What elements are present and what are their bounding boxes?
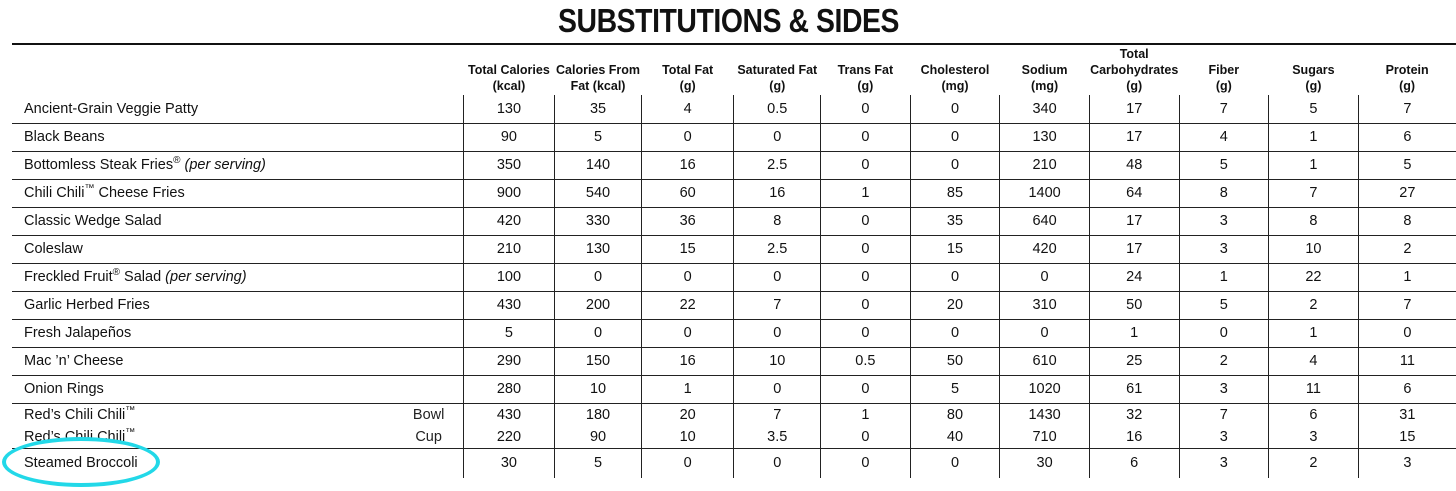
nutrient-value: 0 — [821, 95, 911, 123]
nutrient-value: 2 — [1179, 347, 1269, 375]
nutrient-value: 0 — [641, 448, 734, 478]
item-name-cell — [12, 263, 395, 291]
item-name: Classic Wedge Salad — [24, 213, 162, 229]
nutrient-value: 0.5 — [734, 95, 821, 123]
nutrient-value: 0 — [1000, 263, 1090, 291]
nutrient-value: 1020 — [1000, 375, 1090, 403]
nutrient-value: 290 — [463, 347, 555, 375]
portion-size — [395, 207, 463, 235]
nutrient-value: 130 — [463, 95, 555, 123]
item-name-cell — [12, 151, 395, 179]
item-name-cell — [12, 319, 395, 347]
nutrient-value: 2 — [1403, 241, 1412, 257]
nutrient-value: 0 — [734, 263, 821, 291]
nutrient-value: 15 — [910, 235, 1000, 263]
column-header — [821, 46, 911, 95]
nutrient-value: 15 — [1399, 429, 1416, 446]
nutrient-value: 420 — [463, 207, 555, 235]
item-name-cell — [12, 123, 395, 151]
nutrient-value: 0 — [821, 123, 911, 151]
table-row — [12, 347, 1456, 375]
column-header — [734, 46, 821, 95]
nutrient-value: 5 — [910, 375, 1000, 403]
nutrient-value: 1 — [641, 375, 734, 403]
item-name: Mac ’n’ Cheese — [24, 353, 124, 369]
nutrient-value: 0 — [555, 263, 642, 291]
trademark-mark: ™ — [125, 405, 136, 417]
nutrient-value: 22 — [641, 291, 734, 319]
column-header-unit: (g) — [1215, 79, 1232, 93]
nutrient-value: 7 — [734, 403, 821, 427]
nutrient-value: 0 — [821, 427, 911, 448]
column-header-label: Sugars — [1292, 63, 1335, 77]
trademark-mark: ® — [173, 155, 181, 167]
nutrient-value: 16 — [641, 347, 734, 375]
nutrient-value: 16 — [641, 151, 734, 179]
nutrient-value: 8 — [1179, 179, 1269, 207]
nutrient-value: 1400 — [1000, 179, 1090, 207]
column-header — [1179, 46, 1269, 95]
nutrient-value: 180 — [555, 403, 642, 427]
nutrient-value: 16 — [1089, 427, 1179, 448]
nutrient-value: 900 — [463, 179, 555, 207]
nutrient-value: 5 — [1269, 95, 1359, 123]
column-header — [463, 46, 555, 95]
nutrient-value: 1 — [1269, 151, 1359, 179]
nutrient-value: 0 — [910, 151, 1000, 179]
nutrient-value: 3 — [1179, 375, 1269, 403]
column-header — [1089, 46, 1179, 95]
nutrient-value: 90 — [555, 427, 642, 448]
nutrient-value: 85 — [910, 179, 1000, 207]
portion-size — [395, 179, 463, 207]
item-name: Ancient-Grain Veggie Patty — [24, 100, 199, 117]
nutrient-value: 210 — [463, 235, 555, 263]
nutrient-value: 0 — [910, 319, 1000, 347]
nutrient-value: 0 — [555, 319, 642, 347]
portion-size — [395, 151, 463, 179]
nutrient-value: 2.5 — [734, 151, 821, 179]
nutrient-value: 0 — [910, 448, 1000, 478]
column-header-label: Sodium — [1021, 63, 1068, 77]
nutrient-value: 35 — [910, 207, 1000, 235]
nutrient-value: 0 — [821, 151, 911, 179]
nutrient-value: 0 — [910, 95, 1000, 123]
column-header-label: Cholesterol — [920, 63, 990, 77]
nutrient-value: 420 — [1000, 235, 1090, 263]
nutrient-value: 1 — [821, 403, 911, 427]
nutrient-value: 1 — [1179, 263, 1269, 291]
nutrient-value: 150 — [555, 347, 642, 375]
nutrient-value: 6 — [1269, 403, 1359, 427]
nutrient-value: 0 — [821, 263, 911, 291]
nutrient-value: 27 — [1399, 185, 1416, 201]
column-header-unit: Fat (kcal) — [570, 79, 626, 93]
nutrient-value: 17 — [1089, 207, 1179, 235]
column-header-unit: (g) — [857, 79, 874, 93]
nutrient-value: 60 — [641, 179, 734, 207]
portion-size — [395, 319, 463, 347]
item-name-cell — [12, 291, 395, 319]
nutrient-value: 20 — [641, 403, 734, 427]
nutrient-value: 7 — [1403, 100, 1412, 117]
nutrient-value: 8 — [1269, 207, 1359, 235]
column-header-label: Total Carbohydrates — [1090, 47, 1179, 77]
nutrient-value: 100 — [463, 263, 555, 291]
item-name-cell — [12, 403, 395, 427]
nutrient-value: 2.5 — [734, 235, 821, 263]
nutrient-value: 10 — [555, 375, 642, 403]
item-name-cell — [12, 179, 395, 207]
nutrient-value: 1430 — [1000, 403, 1090, 427]
nutrient-value: 0 — [821, 319, 911, 347]
nutrient-value: 32 — [1089, 403, 1179, 427]
portion-size — [395, 235, 463, 263]
nutrient-value: 8 — [1403, 213, 1412, 229]
nutrient-value: 25 — [1089, 347, 1179, 375]
column-header-unit: (g) — [769, 79, 786, 93]
highlight-circle — [2, 437, 160, 487]
nutrient-value: 50 — [910, 347, 1000, 375]
table-row — [12, 375, 1456, 403]
nutrient-value: 1 — [1269, 123, 1359, 151]
nutrient-value: 0 — [821, 291, 911, 319]
column-header — [910, 46, 1000, 95]
item-name: Black Beans — [24, 129, 105, 145]
item-name: Bottomless Steak Fries — [24, 157, 174, 173]
nutrient-value: 24 — [1089, 263, 1179, 291]
table-row — [12, 427, 1456, 448]
portion-size — [395, 123, 463, 151]
nutrient-value: 1 — [821, 179, 911, 207]
nutrient-value: 10 — [641, 427, 734, 448]
portion-size — [395, 375, 463, 403]
nutrient-value: 1 — [1089, 319, 1179, 347]
nutrient-value: 4 — [1179, 123, 1269, 151]
nutrient-value: 50 — [1089, 291, 1179, 319]
header-size — [395, 46, 463, 95]
nutrient-value: 130 — [555, 235, 642, 263]
item-name: Red’s Chili Chili — [24, 429, 126, 446]
nutrient-value: 0 — [1403, 325, 1412, 341]
nutrient-value: 3 — [1179, 448, 1269, 478]
item-name-suffix: Salad — [120, 269, 162, 285]
portion-size — [395, 95, 463, 123]
table-row — [12, 263, 1456, 291]
column-header-unit: (mg) — [1031, 79, 1059, 93]
nutrient-value: 10 — [734, 347, 821, 375]
column-header-label: Fiber — [1208, 63, 1240, 77]
title-rule — [12, 43, 1456, 45]
nutrient-value: 2 — [1269, 448, 1359, 478]
nutrient-value: 5 — [1179, 151, 1269, 179]
nutrient-value: 7 — [1403, 297, 1412, 313]
nutrient-value: 540 — [555, 179, 642, 207]
column-header-unit: (kcal) — [492, 79, 526, 93]
portion-size — [395, 347, 463, 375]
item-name: Steamed Broccoli — [24, 455, 138, 472]
table-row — [12, 151, 1456, 179]
nutrient-value: 0 — [821, 207, 911, 235]
nutrient-value: 6 — [1089, 448, 1179, 478]
nutrient-value: 35 — [555, 95, 642, 123]
nutrient-value: 48 — [1089, 151, 1179, 179]
item-name: Red’s Chili Chili — [24, 407, 126, 424]
nutrient-value: 430 — [463, 403, 555, 427]
nutrient-value: 5 — [1403, 157, 1412, 173]
nutrient-value: 4 — [641, 95, 734, 123]
portion-size — [395, 291, 463, 319]
column-header-label: Trans Fat — [837, 63, 894, 77]
header-item — [12, 46, 395, 95]
nutrient-value: 80 — [910, 403, 1000, 427]
table-row — [12, 207, 1456, 235]
column-header — [1000, 46, 1090, 95]
nutrient-value: 1 — [1403, 269, 1412, 285]
nutrient-value: 90 — [463, 123, 555, 151]
portion-size: Bowl — [412, 407, 445, 424]
nutrient-value: 40 — [910, 427, 1000, 448]
item-name-suffix: Cheese Fries — [94, 185, 185, 201]
nutrient-value: 2 — [1269, 291, 1359, 319]
item-name: Garlic Herbed Fries — [24, 297, 150, 313]
nutrient-value: 3 — [1179, 427, 1269, 448]
nutrient-value: 350 — [463, 151, 555, 179]
column-header — [1269, 46, 1359, 95]
nutrient-value: 30 — [1000, 448, 1090, 478]
nutrient-value: 210 — [1000, 151, 1090, 179]
column-header-label: Saturated Fat — [737, 63, 818, 77]
nutrient-value: 640 — [1000, 207, 1090, 235]
table-row — [12, 235, 1456, 263]
nutrient-value: 0 — [910, 263, 1000, 291]
nutrient-value: 30 — [463, 448, 555, 478]
nutrient-value: 8 — [734, 207, 821, 235]
column-header — [555, 46, 642, 95]
serving-note: (per serving) — [165, 269, 247, 285]
page-title: SUBSTITUTIONS & SIDES — [558, 2, 900, 39]
nutrient-value: 310 — [1000, 291, 1090, 319]
serving-note: (per serving) — [184, 157, 266, 173]
nutrient-value: 0 — [821, 448, 911, 478]
nutrient-value: 710 — [1000, 427, 1090, 448]
column-header-unit: (g) — [1305, 79, 1322, 93]
nutrient-value: 0 — [1000, 319, 1090, 347]
column-header — [1358, 46, 1456, 95]
trademark-mark: ® — [112, 267, 121, 279]
nutrient-value: 140 — [555, 151, 642, 179]
nutrient-value: 11 — [1269, 375, 1359, 403]
nutrient-value: 340 — [1000, 95, 1090, 123]
nutrient-value: 17 — [1089, 123, 1179, 151]
nutrient-value: 3.5 — [734, 427, 821, 448]
table-row — [12, 448, 1456, 478]
item-name: Coleslaw — [24, 241, 83, 257]
nutrient-value: 0 — [821, 375, 911, 403]
table-row — [12, 179, 1456, 207]
nutrient-value: 22 — [1269, 263, 1359, 291]
nutrient-value: 20 — [910, 291, 1000, 319]
trademark-mark: ™ — [125, 427, 136, 439]
nutrient-value: 7 — [1179, 95, 1269, 123]
nutrient-value: 31 — [1399, 407, 1416, 424]
table-row — [12, 123, 1456, 151]
nutrient-value: 15 — [641, 235, 734, 263]
nutrient-value: 0 — [641, 319, 734, 347]
nutrient-value: 11 — [1399, 353, 1415, 369]
nutrient-value: 7 — [734, 291, 821, 319]
column-header-label: Total Fat — [662, 63, 714, 77]
item-name: Fresh Jalapeños — [24, 325, 132, 341]
column-header — [641, 46, 734, 95]
nutrient-value: 17 — [1089, 95, 1179, 123]
nutrient-value: 0 — [734, 375, 821, 403]
nutrient-value: 3 — [1269, 427, 1359, 448]
nutrient-value: 6 — [1403, 381, 1412, 397]
nutrient-value: 0 — [641, 123, 734, 151]
column-header-unit: (mg) — [941, 79, 969, 93]
table-row — [12, 95, 1456, 123]
item-name: Freckled Fruit — [24, 269, 113, 285]
column-header-label: Calories From — [556, 63, 641, 77]
item-name: Chili Chili — [24, 185, 85, 201]
nutrient-value: 3 — [1403, 455, 1412, 472]
nutrient-value: 200 — [555, 291, 642, 319]
nutrient-value: 1 — [1269, 319, 1359, 347]
nutrient-value: 36 — [641, 207, 734, 235]
portion-size — [395, 263, 463, 291]
nutrition-table — [12, 46, 1456, 478]
nutrient-value: 64 — [1089, 179, 1179, 207]
column-header-label: Total Calories — [468, 63, 550, 77]
nutrient-value: 7 — [1269, 179, 1359, 207]
nutrient-value: 61 — [1089, 375, 1179, 403]
nutrient-value: 5 — [1179, 291, 1269, 319]
nutrient-value: 0 — [734, 448, 821, 478]
item-name-cell — [12, 235, 395, 263]
nutrient-value: 10 — [1269, 235, 1359, 263]
nutrient-value: 0 — [734, 319, 821, 347]
nutrient-value: 0 — [734, 123, 821, 151]
nutrient-value: 220 — [463, 427, 555, 448]
table-row — [12, 291, 1456, 319]
nutrient-value: 6 — [1403, 129, 1412, 145]
portion-size: Cup — [415, 429, 442, 446]
nutrient-value: 130 — [1000, 123, 1090, 151]
portion-size — [395, 448, 463, 478]
item-name-cell — [12, 95, 395, 123]
nutrient-value: 7 — [1179, 403, 1269, 427]
nutrient-value: 16 — [734, 179, 821, 207]
table-row — [12, 403, 1456, 427]
nutrient-value: 0 — [910, 123, 1000, 151]
table-row — [12, 319, 1456, 347]
nutrient-value: 3 — [1179, 207, 1269, 235]
nutrient-value: 3 — [1179, 235, 1269, 263]
trademark-mark: ™ — [84, 183, 95, 195]
column-header-label: Protein — [1385, 63, 1429, 77]
column-header-unit: (g) — [679, 79, 696, 93]
nutrient-value: 430 — [463, 291, 555, 319]
nutrient-value: 0.5 — [821, 347, 911, 375]
nutrient-value: 330 — [555, 207, 642, 235]
nutrient-value: 5 — [463, 319, 555, 347]
nutrient-value: 280 — [463, 375, 555, 403]
item-name-cell — [12, 347, 395, 375]
header-row — [12, 46, 1456, 95]
item-name-cell — [12, 207, 395, 235]
nutrient-value: 0 — [821, 235, 911, 263]
nutrient-value: 0 — [1179, 319, 1269, 347]
nutrient-value: 17 — [1089, 235, 1179, 263]
nutrient-value: 610 — [1000, 347, 1090, 375]
nutrient-value: 5 — [555, 123, 642, 151]
item-name: Onion Rings — [24, 381, 104, 397]
column-header-unit: (g) — [1126, 79, 1143, 93]
column-header-unit: (g) — [1399, 79, 1416, 93]
nutrient-value: 5 — [555, 448, 642, 478]
nutrient-value: 0 — [641, 263, 734, 291]
nutrient-value: 4 — [1269, 347, 1359, 375]
item-name-cell — [12, 375, 395, 403]
